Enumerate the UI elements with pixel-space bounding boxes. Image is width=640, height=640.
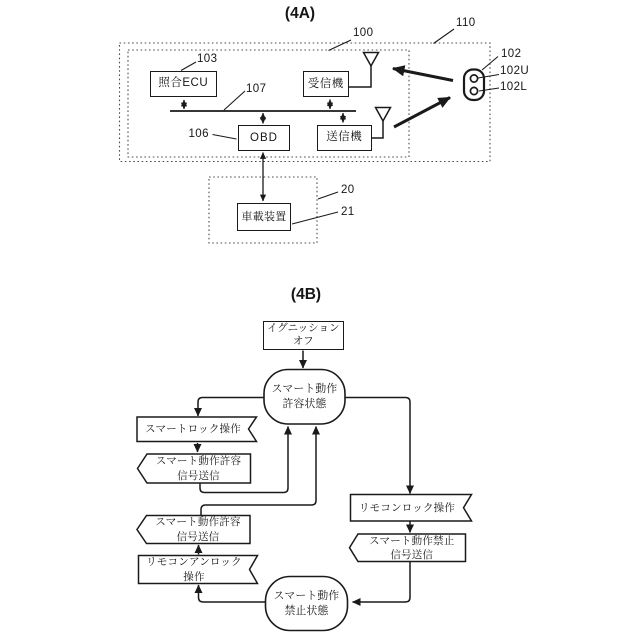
obd-box: OBD bbox=[238, 125, 290, 151]
ref-label-21: 21 bbox=[341, 206, 355, 218]
allow-signal-send-label-1: スマート動作許容 信号送信 bbox=[155, 455, 242, 482]
ref-label-102: 102 bbox=[501, 48, 522, 60]
receiver-antenna-icon bbox=[364, 53, 379, 67]
connector-allowed-to-smart-lock bbox=[198, 398, 264, 417]
keyfob-lower-button-icon bbox=[470, 87, 477, 94]
ref-label-106: 106 bbox=[188, 127, 209, 140]
ref-label-102l: 102L bbox=[500, 81, 528, 93]
in-vehicle-system-frame-110 bbox=[120, 43, 491, 162]
ref-label-103: 103 bbox=[197, 53, 218, 65]
transmitter-antenna-icon bbox=[376, 108, 391, 122]
verification-ecu-box: 照合ECU bbox=[150, 71, 217, 97]
ref-label-100: 100 bbox=[353, 26, 374, 39]
transmitter-antenna-lead bbox=[372, 121, 384, 138]
fig4a-title: (4A) bbox=[284, 5, 316, 22]
remote-unlock-operation-label: リモコンアンロック 操作 bbox=[146, 556, 242, 583]
ignition-off-box: イグニッション オフ bbox=[263, 321, 344, 350]
keyfob-upper-button-icon bbox=[470, 75, 477, 82]
ref-label-107: 107 bbox=[246, 83, 267, 95]
state-allowed-label: スマート動作 許容状態 bbox=[271, 383, 338, 410]
state-prohibited-label: スマート動作 禁止状態 bbox=[273, 589, 340, 617]
ref-label-110: 110 bbox=[456, 16, 476, 29]
ref-label-20: 20 bbox=[341, 184, 355, 196]
allow-signal-send-label-2: スマート動作許容 信号送信 bbox=[155, 516, 241, 543]
radio-arrow-transmitter-to-fob bbox=[394, 98, 450, 128]
connector-allowed-to-remote-lock bbox=[345, 398, 410, 494]
receiver-antenna-lead bbox=[349, 66, 372, 87]
connector-prohibited-to-remote-unlock bbox=[199, 585, 266, 602]
remote-lock-operation-label: リモコンロック操作 bbox=[358, 501, 456, 514]
transmitter-box: 送信機 bbox=[317, 125, 372, 151]
connector-signal3-to-prohibited bbox=[353, 562, 411, 602]
fig4b-title: (4B) bbox=[290, 285, 322, 303]
ref-label-102u: 102U bbox=[500, 64, 530, 77]
receiver-box: 受信機 bbox=[303, 71, 349, 97]
radio-arrow-fob-to-receiver bbox=[393, 69, 453, 81]
smart-lock-operation-label: スマートロック操作 bbox=[145, 423, 241, 436]
prohibit-signal-send-label: スマート動作禁止 信号送信 bbox=[369, 534, 455, 561]
onboard-device-box: 車載装置 bbox=[237, 203, 291, 232]
